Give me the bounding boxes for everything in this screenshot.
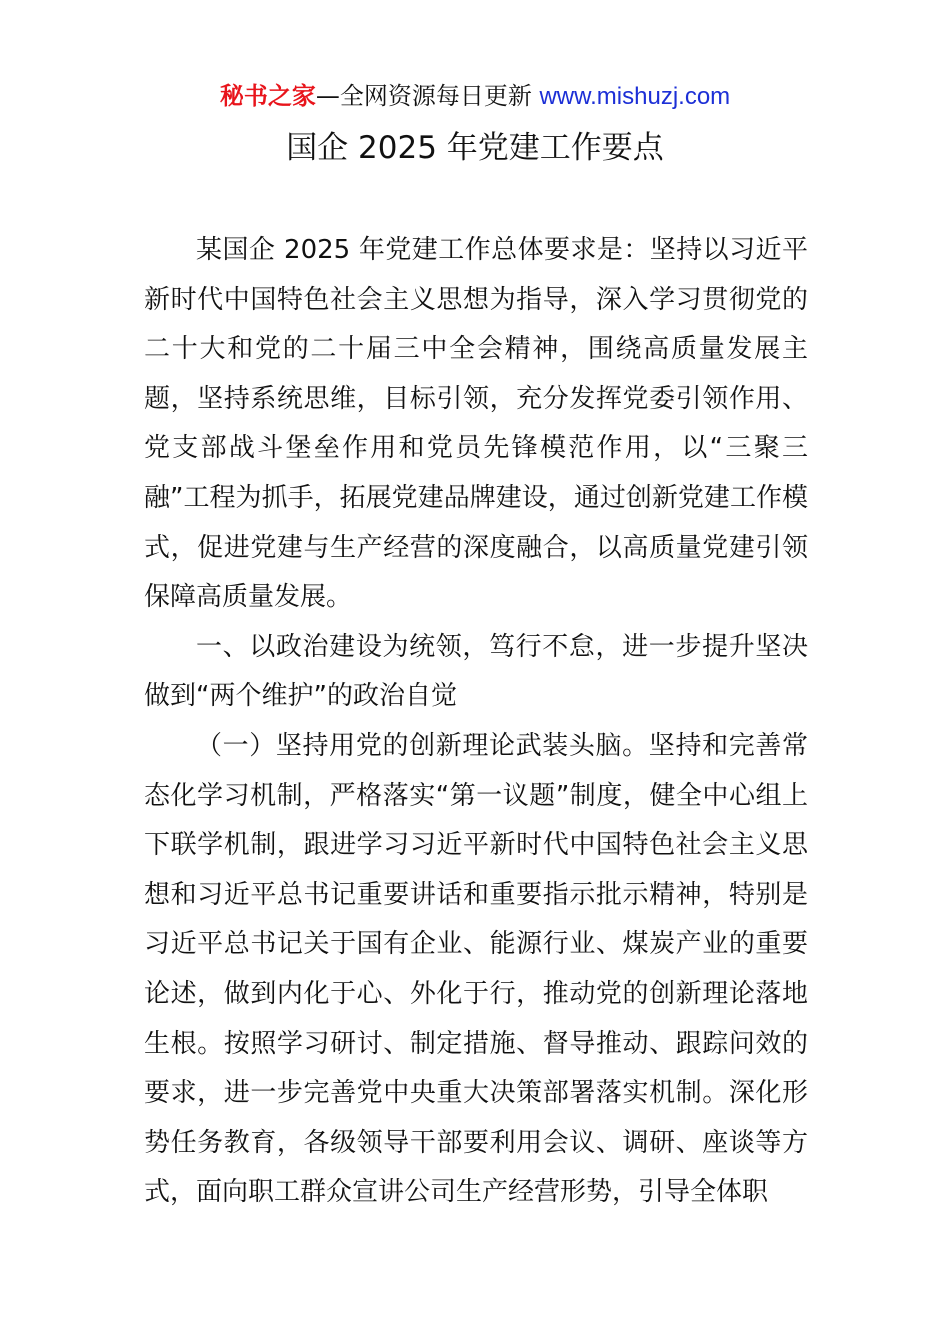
site-tagline: —全网资源每日更新 [315,82,540,110]
site-url-link[interactable]: www.mishuzj.com [539,83,731,110]
paragraph-overview: 某国企 2025 年党建工作总体要求是：坚持以习近平新时代中国特色社会主义思想为指导，深入学习贯彻党的二十大和党的二十届三中全会精神，围绕高质量发展主题，坚持系统思维，目标引领，充分发挥党委引领作用、党支部战斗堡垒作用和党员先锋模范作用，以“三聚三融”工程为抓手，拓展党建品牌建设，通过创新党建工作模式，促进党建与生产经营的深度融合，以高质量党建引领保障高质量发展。 [144,235,808,613]
site-banner [0,80,950,113]
site-brand: 秘书之家 [219,82,316,110]
section-heading-1: 一、以政治建设为统领，笃行不怠，进一步提升坚决做到“两个维护”的政治自觉 [144,631,808,712]
document-title: 国企 2025 年党建工作要点 [286,130,664,166]
document-body [144,226,808,1218]
paragraph-item-1: （一）坚持用党的创新理论武装头脑。坚持和完善常态化学习机制，严格落实“第一议题”制度，健全中心组上下联学机制，跟进学习习近平新时代中国特色社会主义思想和习近平总书记重要讲话和重要指示批示精神，特别是习近平总书记关于国有企业、能源行业、煤炭产业的重要论述，做到内化于心、外化于行，推动党的创新理论落地生根。按照学习研讨、制定措施、督导推动、跟踪问效的要求，进一步完善党中央重大决策部署落实机制。深化形势任务教育，各级领导干部要利用会议、调研、座谈等方式，面向职工群众宣讲公司生产经营形势，引导全体职 [144,730,808,1208]
